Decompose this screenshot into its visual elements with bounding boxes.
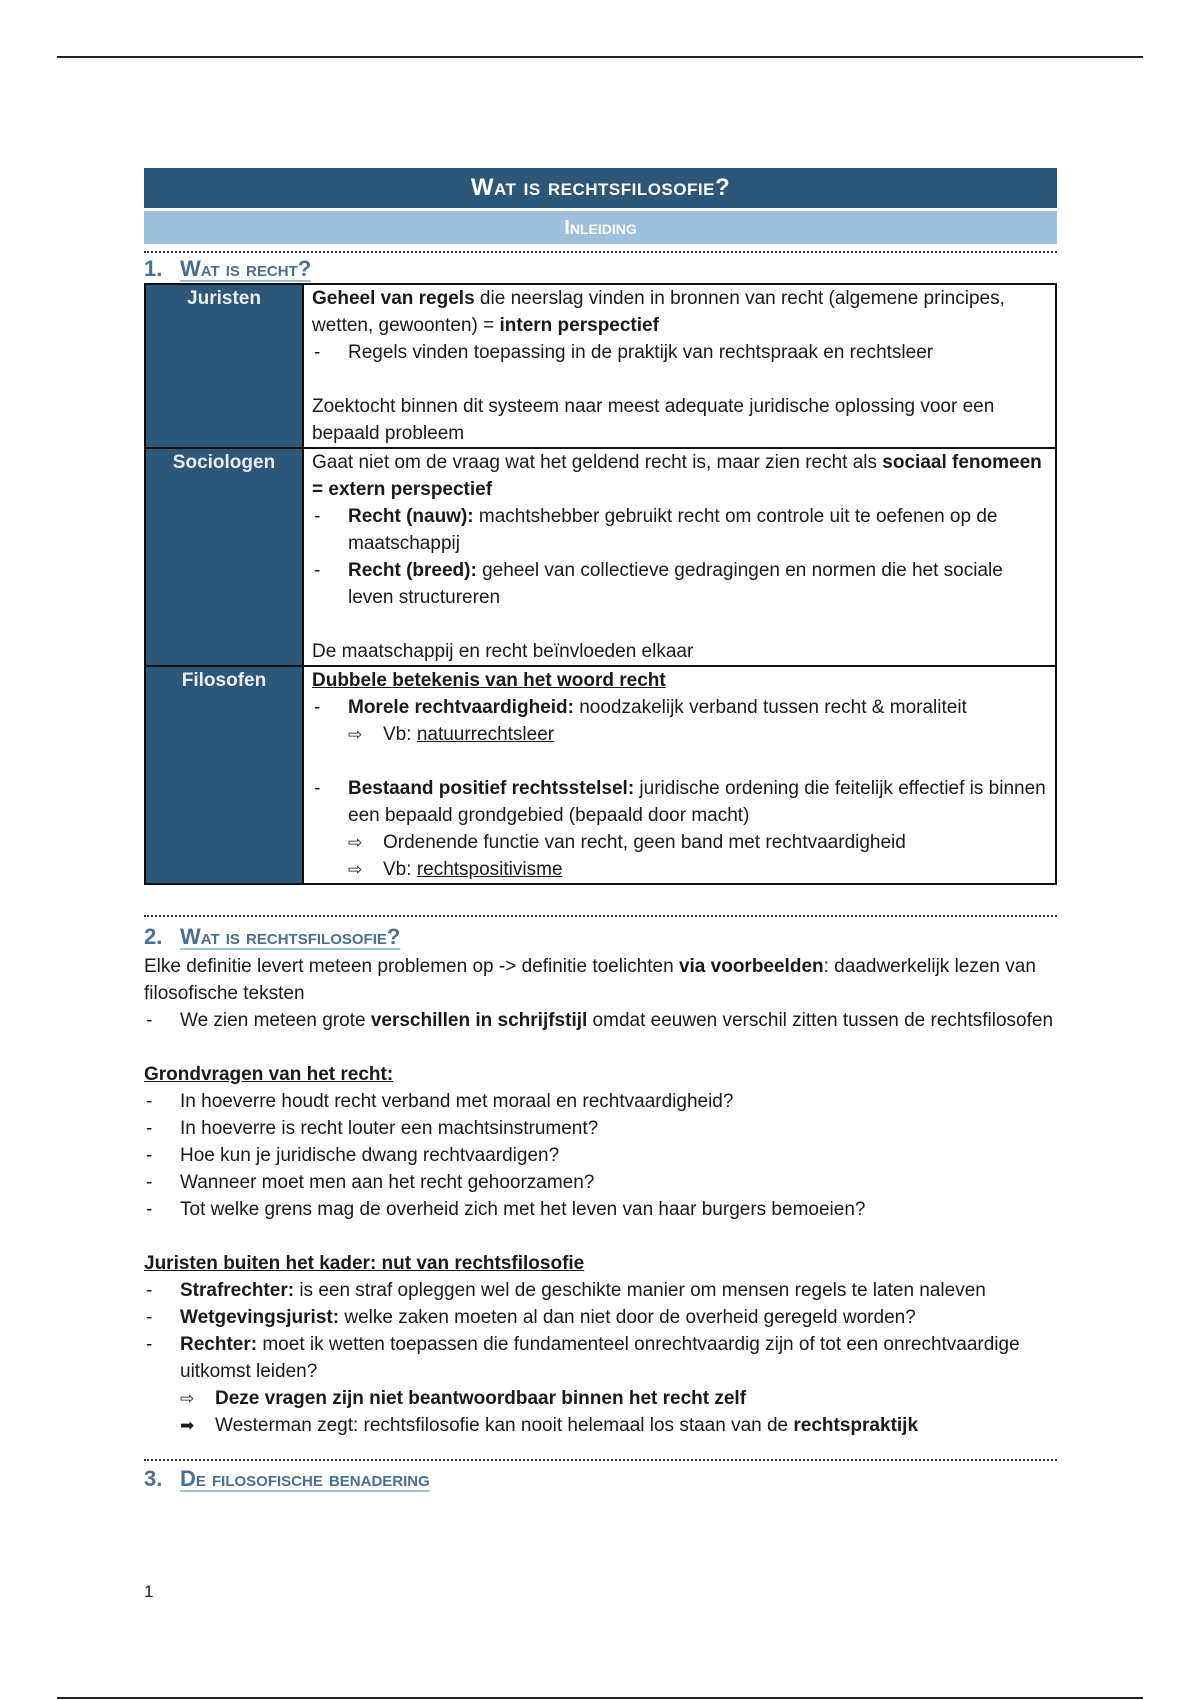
list-item: - In hoeverre is recht louter een machtsinstrument?	[144, 1115, 1057, 1142]
dotted-divider	[144, 251, 1057, 253]
page-content	[144, 168, 1057, 1493]
description-cell: Geheel van regels die neerslag vinden in bronnen van recht (algemene principes, wetten, gewoonten) = intern perspectief - Regels vinden toepassing in de praktijk van rechtspraak en rechtsleer Zoektocht binnen dit systeem naar meest adequate juridische oplossing voor een bepaald probleem	[303, 284, 1056, 448]
section-1-number: 1.	[144, 256, 163, 281]
section-3-title: De filosofische benadering	[180, 1466, 430, 1491]
arrow-item: ⇨ Deze vragen zijn niet beantwoordbaar binnen het recht zelf	[144, 1385, 1057, 1412]
section-1-title: Wat is recht?	[180, 256, 312, 281]
arrow-icon: ⇨	[348, 860, 363, 879]
bottom-rule	[57, 1697, 1143, 1699]
list-item: - Wetgevingsjurist: welke zaken moeten al dan niet door de overheid geregeld worden?	[144, 1304, 1057, 1331]
arrow-icon: ⇨	[348, 725, 363, 744]
page-number: 1	[144, 1582, 154, 1601]
dotted-divider	[144, 1459, 1057, 1461]
arrow-icon: ⇨	[180, 1389, 195, 1408]
arrow-item: ➡ Westerman zegt: rechtsfilosofie kan nooit helemaal los staan van de rechtspraktijk	[144, 1412, 1057, 1439]
table-row	[145, 448, 1056, 666]
list-item: - In hoeverre houdt recht verband met moraal en rechtvaardigheid?	[144, 1088, 1057, 1115]
table-row	[145, 284, 1056, 448]
list-item: - Regels vinden toepassing in de praktijk van rechtspraak en rechtsleer	[312, 339, 1049, 366]
top-rule	[57, 56, 1143, 58]
dotted-divider	[144, 915, 1057, 917]
list-item: - Wanneer moet men aan het recht gehoorzamen?	[144, 1169, 1057, 1196]
subheading-grondvragen: Grondvragen van het recht:	[144, 1064, 394, 1085]
description-cell: Gaat niet om de vraag wat het geldend recht is, maar zien recht als sociaal fenomeen = extern perspectief - Recht (nauw): machtshebber gebruikt recht om controle uit te oefenen op de maatschappij - Recht (breed): geheel van collectieve gedragingen en normen die het sociale leven structureren De maatschappij en recht beïnvloeden elkaar	[303, 448, 1056, 666]
role-cell: Juristen	[145, 284, 303, 448]
description-cell: Dubbele betekenis van het woord recht - Morele rechtvaardigheid: noodzakelijk verband tussen recht & moraliteit ⇨ Vb: natuurrechtsleer - Bestaand positief rechtsstelsel: juridische ordening die feitelijk effectief is binnen een bepaald grondgebied (bepaald door macht) ⇨ Ordenende functie van recht, geen band met rechtvaardigheid ⇨ Vb: rechtspositivisme	[303, 666, 1056, 884]
definitions-table	[144, 283, 1057, 885]
list-item: - Hoe kun je juridische dwang rechtvaardigen?	[144, 1142, 1057, 1169]
arrow-bold-icon: ➡	[180, 1416, 195, 1435]
list-item: - Strafrechter: is een straf opleggen wel de geschikte manier om mensen regels te laten naleven	[144, 1277, 1057, 1304]
section-1-heading	[144, 255, 1057, 283]
list-item: - Morele rechtvaardigheid: noodzakelijk verband tussen recht & moraliteit	[312, 694, 1049, 721]
list-item: - Rechter: moet ik wetten toepassen die fundamenteel onrechtvaardig zijn of tot een onrechtvaardige uitkomst leiden?	[144, 1331, 1057, 1385]
paragraph: De maatschappij en recht beïnvloeden elkaar	[312, 641, 694, 662]
role-cell: Filosofen	[145, 666, 303, 884]
section-2-heading	[144, 923, 1057, 951]
section-2-body	[144, 953, 1057, 1439]
list-item: - Recht (nauw): machtshebber gebruikt recht om controle uit te oefenen op de maatschappij	[312, 503, 1049, 557]
role-cell: Sociologen	[145, 448, 303, 666]
paragraph: Zoektocht binnen dit systeem naar meest adequate juridische oplossing voor een bepaald probleem	[312, 396, 995, 444]
list-item: - Bestaand positief rechtsstelsel: juridische ordening die feitelijk effectief is binnen een bepaald grondgebied (bepaald door macht)	[312, 775, 1049, 829]
arrow-item: ⇨ Vb: rechtspositivisme	[312, 856, 1049, 883]
list-item: - We zien meteen grote verschillen in schrijfstijl omdat eeuwen verschil zitten tussen de rechtsfilosofen	[144, 1007, 1057, 1034]
subheading-juristen: Juristen buiten het kader: nut van rechtsfilosofie	[144, 1253, 585, 1274]
arrow-item: ⇨ Ordenende functie van recht, geen band met rechtvaardigheid	[312, 829, 1049, 856]
section-3-heading	[144, 1465, 1057, 1493]
list-item: - Recht (breed): geheel van collectieve gedragingen en normen die het sociale leven structureren	[312, 557, 1049, 611]
list-item: - Tot welke grens mag de overheid zich met het leven van haar burgers bemoeien?	[144, 1196, 1057, 1223]
document-subtitle: Inleiding	[144, 211, 1057, 244]
section-2-title: Wat is rechtsfilosofie?	[180, 924, 401, 949]
document-title: Wat is rechtsfilosofie?	[144, 168, 1057, 208]
arrow-icon: ⇨	[348, 833, 363, 852]
paragraph: Elke definitie levert meteen problemen op -> definitie toelichten via voorbeelden: daadwerkelijk lezen van filosofische teksten	[144, 956, 1036, 1004]
arrow-item: ⇨ Vb: natuurrechtsleer	[312, 721, 1049, 748]
section-2-number: 2.	[144, 924, 163, 949]
table-row	[145, 666, 1056, 884]
section-3-number: 3.	[144, 1466, 163, 1491]
